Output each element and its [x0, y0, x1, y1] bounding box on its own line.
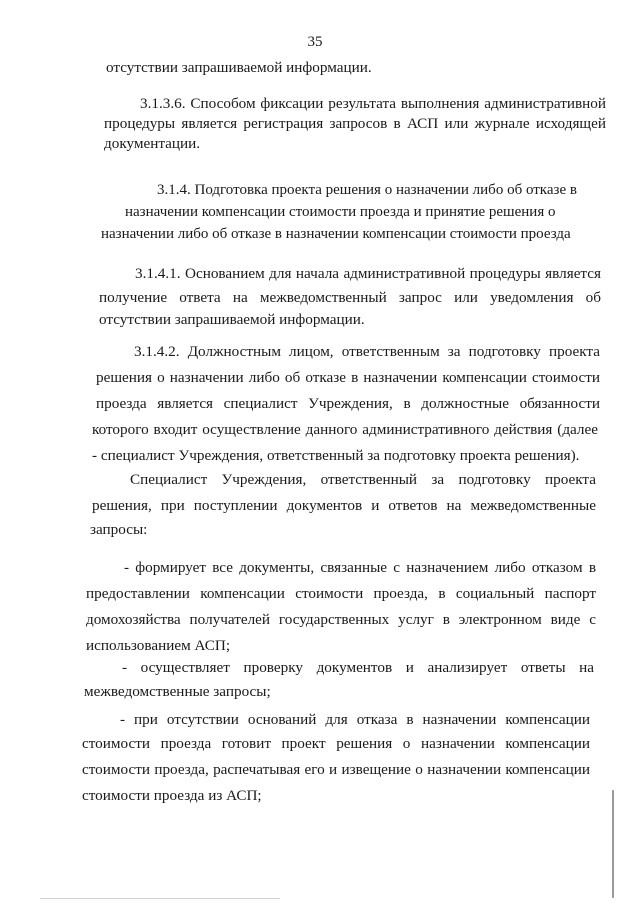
- section-heading-line: 3.1.4. Подготовка проекта решения о назначении либо об отказе в: [157, 182, 577, 198]
- text-line: использованием АСП;: [86, 637, 231, 654]
- text-line: получение ответа на межведомственный запрос или уведомления об: [99, 289, 601, 306]
- text-line: проезда является специалист Учреждения, в должностные обязанности: [96, 395, 600, 412]
- text-line: отсутствии запрашиваемой информации.: [106, 59, 372, 76]
- text-line: решения о назначении либо об отказе в назначении компенсации стоимости: [96, 369, 600, 386]
- text-line: предоставлении компенсации стоимости проезда, в социальный паспорт: [86, 585, 596, 602]
- text-line: - формирует все документы, связанные с назначением либо отказом в: [124, 559, 596, 576]
- text-line: 3.1.4.2. Должностным лицом, ответственным за подготовку проекта: [134, 343, 600, 360]
- section-heading-line: назначении компенсации стоимости проезда и принятие решения о: [125, 204, 556, 220]
- text-line: стоимости проезда, распечатывая его и извещение о назначении компенсации: [82, 761, 590, 778]
- text-line: - осуществляет проверку документов и анализирует ответы на: [122, 659, 594, 676]
- page-number: 35: [307, 34, 323, 50]
- text-line: - при отсутствии оснований для отказа в назначении компенсации: [120, 711, 590, 728]
- section-heading-line: назначении либо об отказе в назначении компенсации стоимости проезда: [101, 226, 571, 242]
- text-line: межведомственные запросы;: [84, 683, 271, 700]
- text-line: запросы:: [90, 521, 148, 538]
- text-line: решения, при поступлении документов и ответов на межведомственные: [92, 497, 596, 514]
- text-line: Специалист Учреждения, ответственный за подготовку проекта: [130, 471, 596, 488]
- text-line: 3.1.3.6. Способом фиксации результата выполнения административной: [140, 95, 606, 112]
- scan-edge-line: [40, 898, 280, 899]
- text-line: стоимости проезда из АСП;: [82, 787, 262, 804]
- text-line: процедуры является регистрация запросов в АСП или журнале исходящей: [104, 115, 606, 132]
- text-line: которого входит осуществление данного административного действия (далее: [92, 421, 598, 438]
- text-line: стоимости проезда готовит проект решения о назначении компенсации: [82, 735, 590, 752]
- text-line: отсутствии запрашиваемой информации.: [99, 311, 365, 328]
- text-line: домохозяйства получателей государственных услуг в электронном виде с: [86, 611, 596, 628]
- text-line: 3.1.4.1. Основанием для начала административной процедуры является: [135, 265, 601, 282]
- text-line: - специалист Учреждения, ответственный за подготовку проекта решения).: [92, 447, 580, 464]
- scan-margin-mark: [612, 790, 614, 898]
- text-line: документации.: [104, 135, 201, 152]
